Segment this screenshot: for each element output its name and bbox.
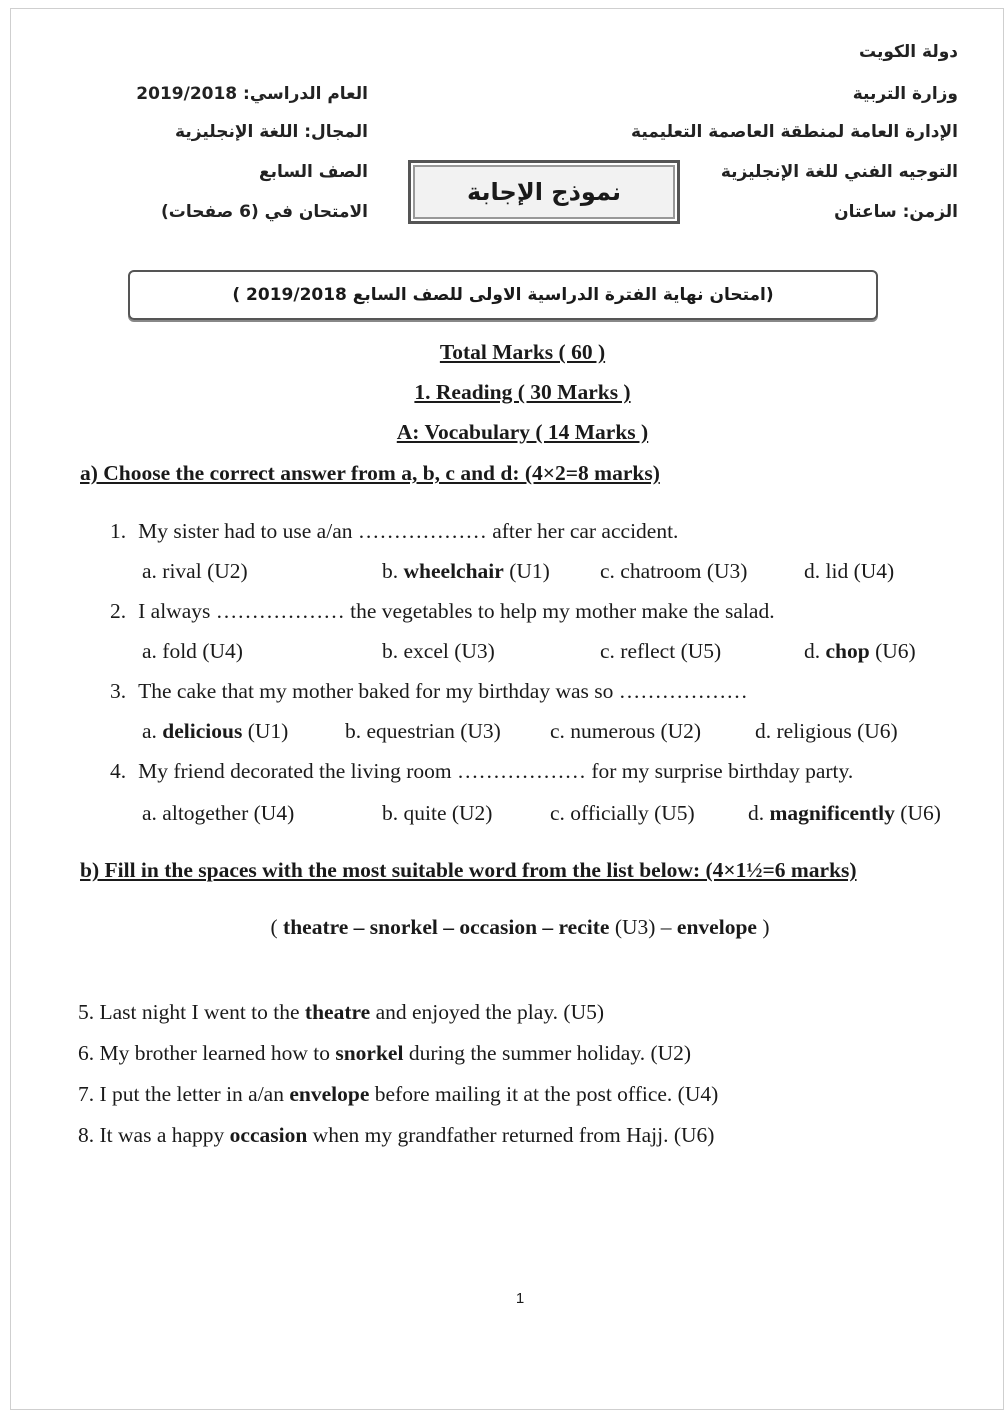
header-grade: الصف السابع [258,162,368,182]
option-unit: (U6) [900,801,941,825]
option-letter: d. [804,639,821,663]
option-letter: c. [600,639,615,663]
question-number: 1. [110,519,127,543]
question-number: 4. [110,759,127,783]
option-word: officially [570,801,649,825]
option-unit: (U1) [509,559,550,583]
option-word: quite [403,801,447,825]
option-d [748,801,941,826]
option-unit: (U2) [660,719,702,743]
option-d [755,719,898,744]
sentence-6 [78,1041,691,1066]
question-1 [110,519,678,544]
option-a [142,719,288,744]
header-pages: الامتحان في (6 صفحات) [161,202,368,222]
option-unit: (U2) [207,559,248,583]
option-c [600,639,721,664]
option-letter: a. [142,559,157,583]
sentence-8 [78,1123,714,1148]
question-3 [110,679,748,704]
total-marks: Total Marks ( 60 ) [439,340,606,364]
question-text: My sister had to use a/an ……………… after her car accident. [138,519,679,543]
header-supervision: التوجيه الفني للغة الإنجليزية [720,162,958,182]
option-unit: (U4) [202,639,243,663]
option-word: numerous [570,719,656,743]
option-unit: (U6) [857,719,898,743]
header-country: دولة الكويت [858,42,958,62]
option-word: chatroom [620,559,702,583]
option-letter: a. [142,719,157,743]
option-letter: a. [142,639,157,663]
sentence-text: and enjoyed the play. (U5) [370,1000,605,1024]
option-word: lid [825,559,849,583]
option-letter: b. [382,559,399,583]
word-list-open: ( [270,915,284,939]
option-c [550,801,695,826]
option-word: equestrian [366,719,455,743]
option-b [382,559,550,584]
question-number: 2. [110,599,127,623]
option-word: delicious [162,719,243,743]
option-unit: (U5) [680,639,722,663]
part-a-heading: a) Choose the correct answer from a, b, c and d: (4×2=8 marks) [80,461,660,485]
vocab-heading: A: Vocabulary ( 14 Marks ) [396,420,649,444]
page-number: 1 [515,1290,525,1307]
option-unit: (U5) [654,801,695,825]
sentence-text: before mailing it at the post office. (U4) [369,1082,719,1106]
option-b [382,639,495,664]
sentence-7 [78,1082,718,1107]
answer-key-box: نموذج الإجابة [408,160,680,224]
option-letter: c. [550,719,565,743]
sentence-text: when my grandfather returned from Hajj. (U6) [307,1123,715,1147]
option-letter: c. [550,801,565,825]
option-a [142,801,294,826]
option-unit: (U6) [875,639,916,663]
option-a [142,559,248,584]
option-unit: (U2) [451,801,493,825]
exam-title-box: (امتحان نهاية الفترة الدراسية الاولى للصف السابع 2019/2018 ) [128,270,878,320]
option-unit: (U1) [247,719,289,743]
question-number: 3. [110,679,127,703]
sentence-text: 6. My brother learned how to [78,1041,336,1065]
header-year: العام الدراسي: 2019/2018 [136,84,368,104]
question-4 [110,759,853,784]
option-b [382,801,492,826]
option-c [600,559,747,584]
option-b [345,719,501,744]
option-letter: d. [804,559,821,583]
answer-word: occasion [229,1123,308,1147]
answer-word: snorkel [335,1041,404,1065]
answer-word: theatre [304,1000,371,1024]
question-text: I always ……………… the vegetables to help my mother make the salad. [138,599,775,623]
option-word: reflect [620,639,676,663]
header-time: الزمن: ساعتان [834,202,958,222]
option-unit: (U4) [253,801,295,825]
word-list-words: theatre – snorkel – occasion – recite [283,915,610,939]
sentence-text: during the summer holiday. (U2) [403,1041,692,1065]
option-word: rival [162,559,202,583]
option-word: chop [825,639,870,663]
option-word: magnificently [769,801,895,825]
option-word: fold [162,639,197,663]
option-word: religious [776,719,852,743]
sentence-text: 8. It was a happy [78,1123,230,1147]
question-text: My friend decorated the living room ……………… for my surprise birthday party. [138,759,854,783]
option-letter: b. [382,801,399,825]
word-list [0,915,1008,940]
option-a [142,639,243,664]
answer-word: envelope [289,1082,370,1106]
question-text: The cake that my mother baked for my birthday was so ……………… [138,679,748,703]
sentence-text: 7. I put the letter in a/an [78,1082,290,1106]
option-c [550,719,701,744]
part-b-heading: b) Fill in the spaces with the most suitable word from the list below: (4×1½=6 marks) [80,858,857,882]
option-unit: (U4) [853,559,895,583]
option-letter: d. [748,801,765,825]
question-2 [110,599,775,624]
header-ministry: وزارة التربية [852,84,958,104]
word-list-unit: (U3) – [609,915,677,939]
option-unit: (U3) [454,639,495,663]
sentence-text: 5. Last night I went to the [78,1000,305,1024]
option-letter: d. [755,719,772,743]
sentence-5 [78,1000,604,1025]
option-word: wheelchair [403,559,504,583]
option-word: altogether [162,801,249,825]
word-list-close: ) [756,915,770,939]
option-letter: b. [382,639,399,663]
option-unit: (U3) [460,719,501,743]
option-d [804,639,916,664]
option-d [804,559,894,584]
option-letter: c. [600,559,615,583]
option-unit: (U3) [706,559,748,583]
header-subject: المجال: اللغة الإنجليزية [175,122,368,142]
header-district: الإدارة العامة لمنطقة العاصمة التعليمية [631,122,958,142]
option-word: excel [403,639,449,663]
option-letter: a. [142,801,157,825]
word-list-last: envelope [676,915,757,939]
reading-heading: 1. Reading ( 30 Marks ) [414,380,631,404]
option-letter: b. [345,719,362,743]
